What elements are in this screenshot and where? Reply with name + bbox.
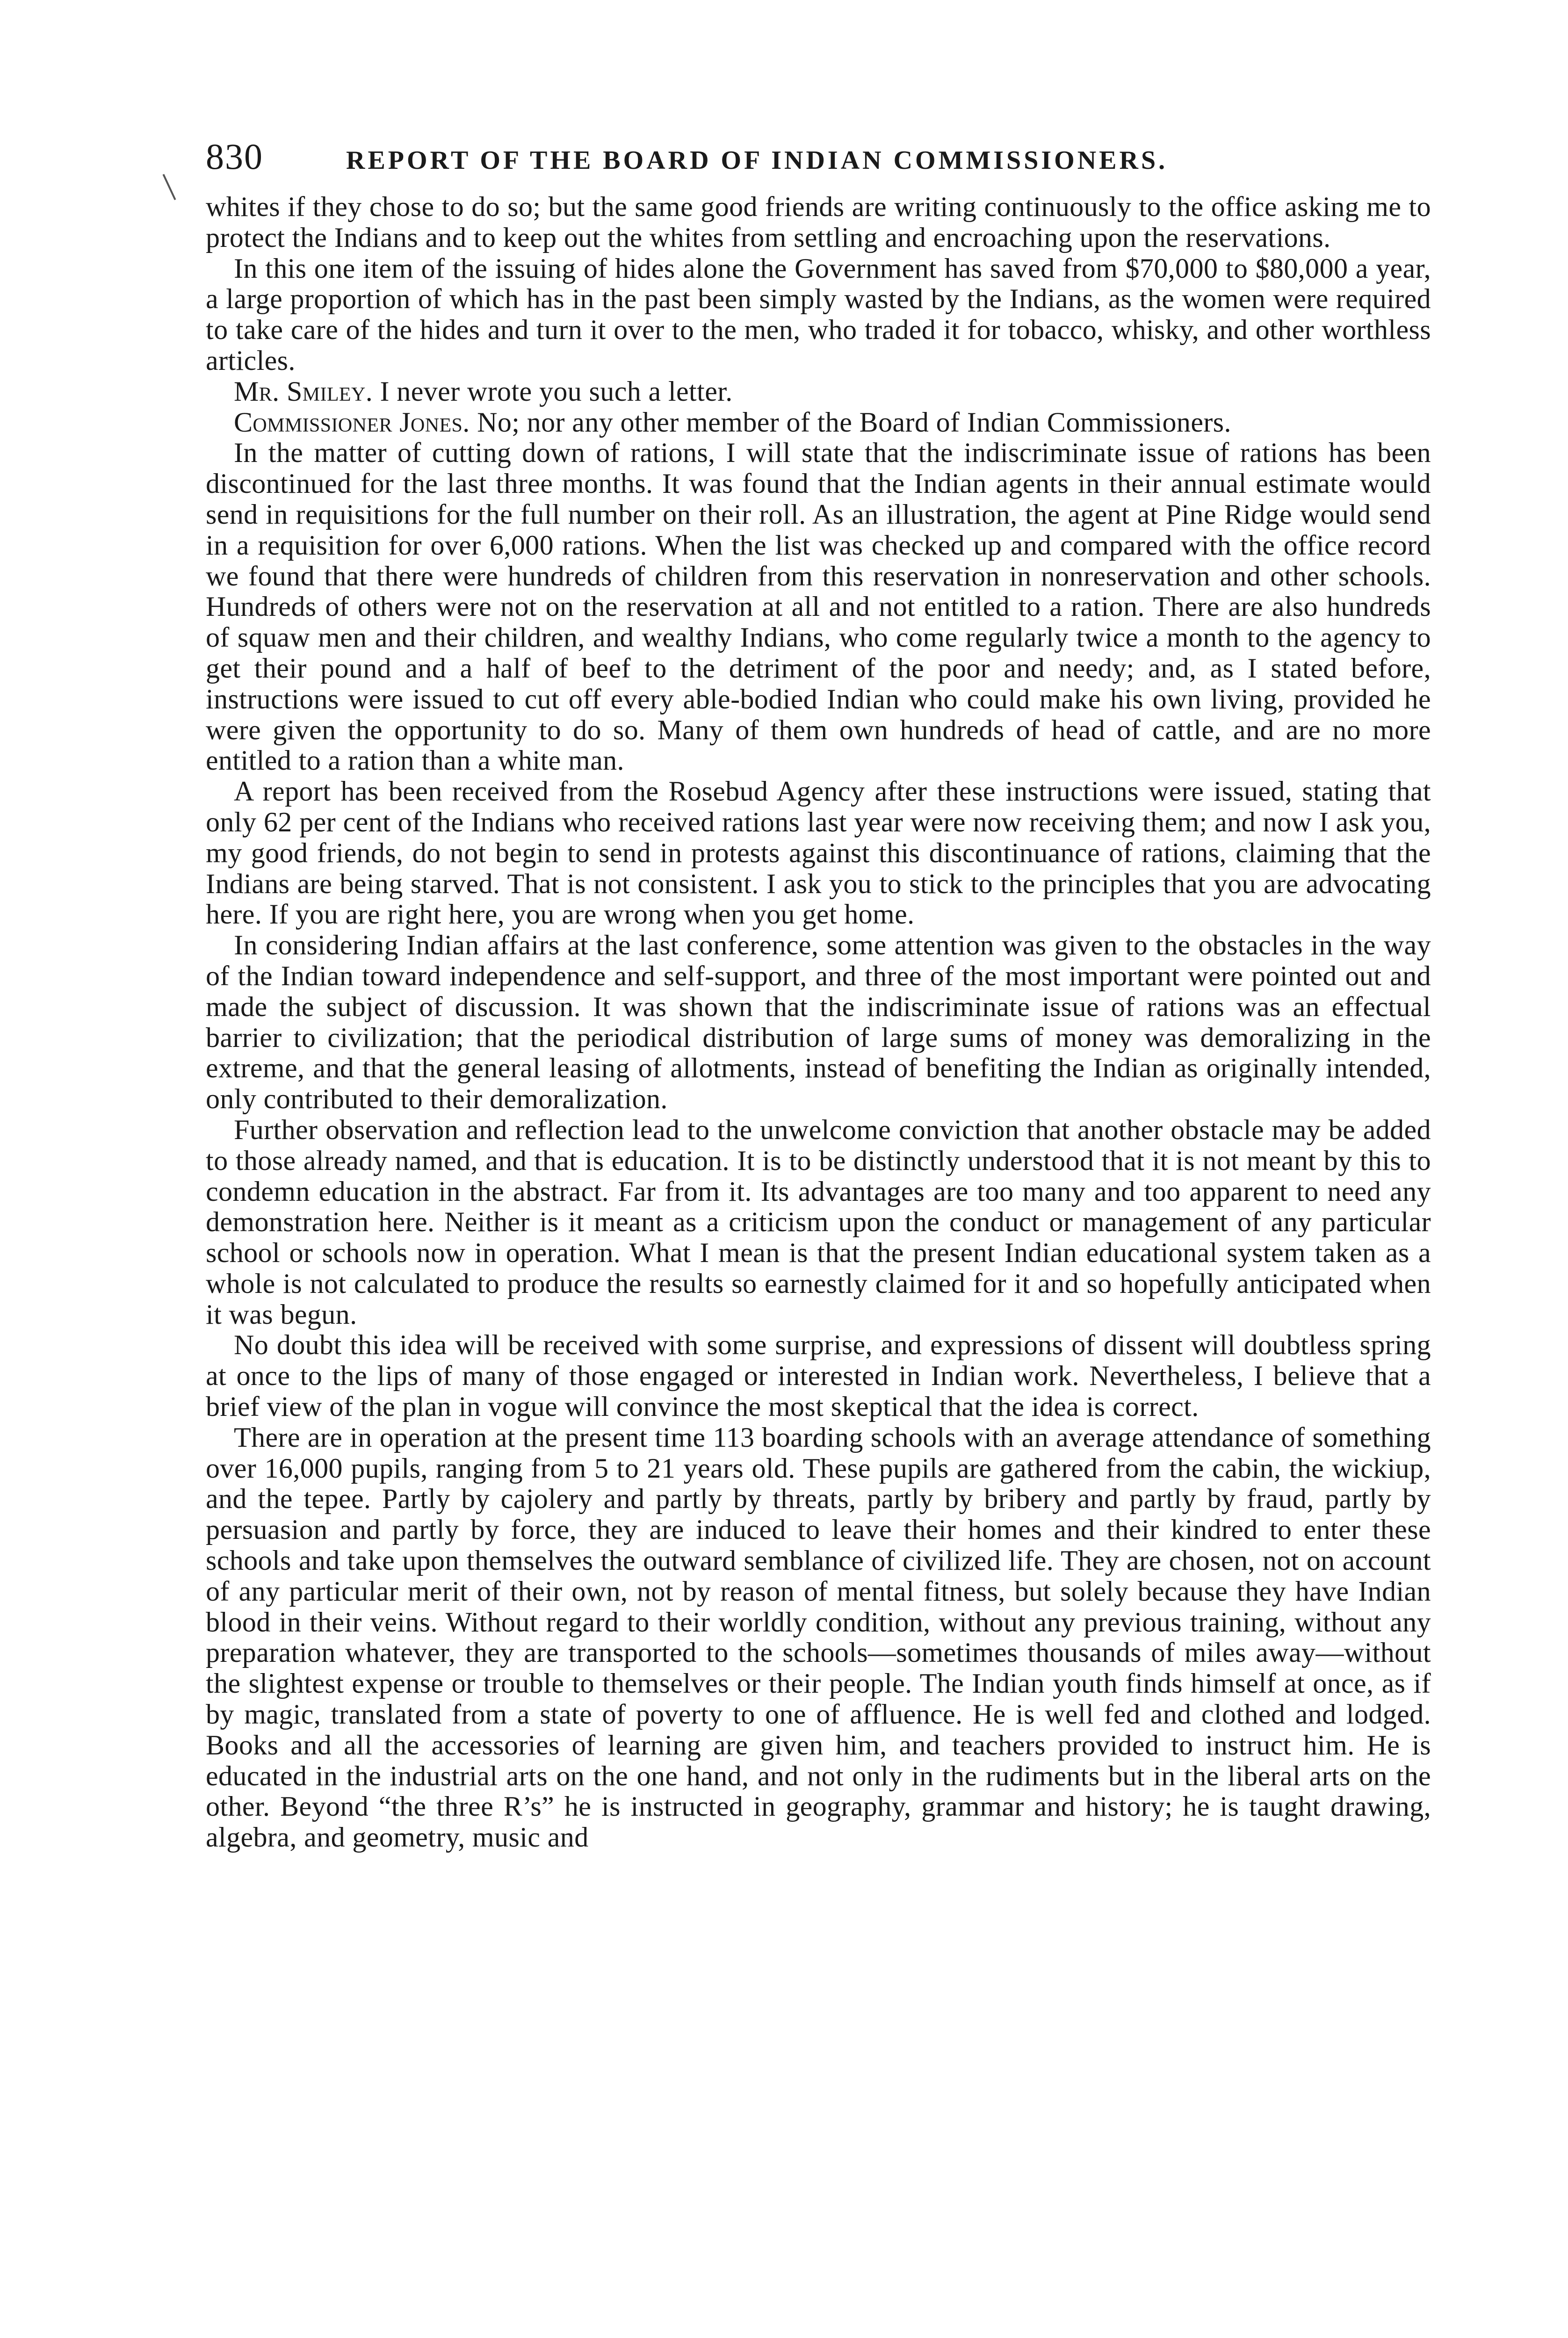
paragraph-text: A report has been received from the Rosebud Agency after these instructions were issued, stating that only 62 per cent of the Indians who received rations last year were now receiving them; and now I ask you, my good friends, do not begin to send in protests against this discontinuance of rations, claiming that the Indians are being starved. That is not consistent. I ask you to stick to the principles that you are advocating here. If you are right here, you are wrong when you get home. <box>206 776 1431 930</box>
paragraph-text: No doubt this idea will be received with some surprise, and expressions of dissent will doubtless spring at once to the lips of many of those engaged or interested in Indian work. Nevertheless, I believe that a brief view of the plan in vogue will convince the most skeptical that the idea is correct. <box>206 1329 1431 1422</box>
paragraph <box>206 376 1431 407</box>
running-head <box>206 136 1431 187</box>
speaker-name: Commissioner Jones. <box>234 406 470 438</box>
paragraph-text: whites if they chose to do so; but the same good friends are writing continuously to the office asking me to protect the Indians and to keep out the whites from settling and encroaching upon the reservations. <box>206 191 1431 253</box>
paragraph-text: No; nor any other member of the Board of Indian Commissioners. <box>470 406 1231 438</box>
speaker-name: Mr. Smiley. <box>234 375 373 407</box>
paragraph <box>206 1115 1431 1330</box>
paragraph <box>206 776 1431 930</box>
paragraph-text: Further observation and reflection lead to the unwelcome conviction that another obstacle may be added to those already named, and that is education. It is to be distinctly understood that it is not meant by this to condemn education in the abstract. Far from it. Its advantages are too many and too apparent to need any demonstration here. Neither is it meant as a criticism upon the conduct or management of any particular school or schools now in operation. What I mean is that the present Indian educational system taken as a whole is not calculated to produce the results so earnestly claimed for it and so hopefully anticipated when it was begun. <box>206 1114 1431 1330</box>
paragraph <box>206 407 1431 438</box>
running-title: REPORT OF THE BOARD OF INDIAN COMMISSIONERS. <box>346 146 1168 175</box>
paragraph-text: In considering Indian affairs at the last conference, some attention was given to the obstacles in the way of the Indian toward independence and self-support, and three of the most important were pointed out and made the subject of discussion. It was shown that the indiscriminate issue of rations was an effectual barrier to civilization; that the periodical distribution of large sums of money was demoralizing in the extreme, and that the general leasing of allotments, instead of benefiting the Indian as originally intended, only contributed to their demoralization. <box>206 930 1431 1115</box>
page-number: 830 <box>206 136 263 177</box>
paragraph-text: There are in operation at the present time 113 boarding schools with an average attendance of something over 16,000 pupils, ranging from 5 to 21 years old. These pupils are gathered from the cabin, the wickiup, and the tepee. Partly by cajolery and partly by threats, partly by bribery and partly by fraud, partly by persuasion and partly by force, they are induced to leave their homes and their kindred to enter these schools and take upon themselves the outward semblance of civilized life. They are chosen, not on account of any particular merit of their own, not by reason of mental fitness, but solely because they have Indian blood in their veins. Without regard to their worldly condition, without any previous training, without any preparation whatever, they are transported to the schools—sometimes thousands of miles away—without the slightest expense or trouble to themselves or their people. The Indian youth finds himself at once, as if by magic, translated from a state of poverty to one of affluence. He is well fed and clothed and lodged. Books and all the accessories of learning are given him, and teachers provided to instruct him. He is educated in the industrial arts on the one hand, and not only in the rudiments but in the liberal arts on the other. Beyond “the three R’s” he is instructed in geography, grammar and history; he is taught drawing, algebra, and geometry, music and <box>206 1422 1431 1853</box>
paragraph <box>206 438 1431 776</box>
paragraph <box>206 1330 1431 1422</box>
paragraph <box>206 192 1431 253</box>
paragraph <box>206 253 1431 376</box>
paragraph-text: I never wrote you such a letter. <box>373 375 733 407</box>
scan-artifact-mark <box>163 174 176 200</box>
paragraph <box>206 930 1431 1115</box>
paragraph-text: In the matter of cutting down of rations, I will state that the indiscriminate issue of rations has been discontinued for the last three months. It was found that the Indian agents in their annual estimate would send in requisitions for the full number on their roll. As an illustration, the agent at Pine Ridge would send in a requisition for over 6,000 rations. When the list was checked up and compared with the office record we found that there were hundreds of children from this reservation in nonreservation and other schools. Hundreds of others were not on the reservation at all and not entitled to a ration. There are also hundreds of squaw men and their children, and wealthy Indians, who come regularly twice a month to the agency to get their pound and a half of beef to the detriment of the poor and needy; and, as I stated before, instructions were issued to cut off every able-bodied Indian who could make his own living, provided he were given the opportunity to do so. Many of them own hundreds of head of cattle, and are no more entitled to a ration than a white man. <box>206 437 1431 776</box>
document-page <box>206 136 1431 1853</box>
paragraph <box>206 1422 1431 1853</box>
body-text <box>206 192 1431 1853</box>
paragraph-text: In this one item of the issuing of hides alone the Government has saved from $70,000 to $80,000 a year, a large proportion of which has in the past been simply wasted by the Indians, as the women were required to take care of the hides and turn it over to the men, who traded it for tobacco, whisky, and other worthless articles. <box>206 253 1431 376</box>
